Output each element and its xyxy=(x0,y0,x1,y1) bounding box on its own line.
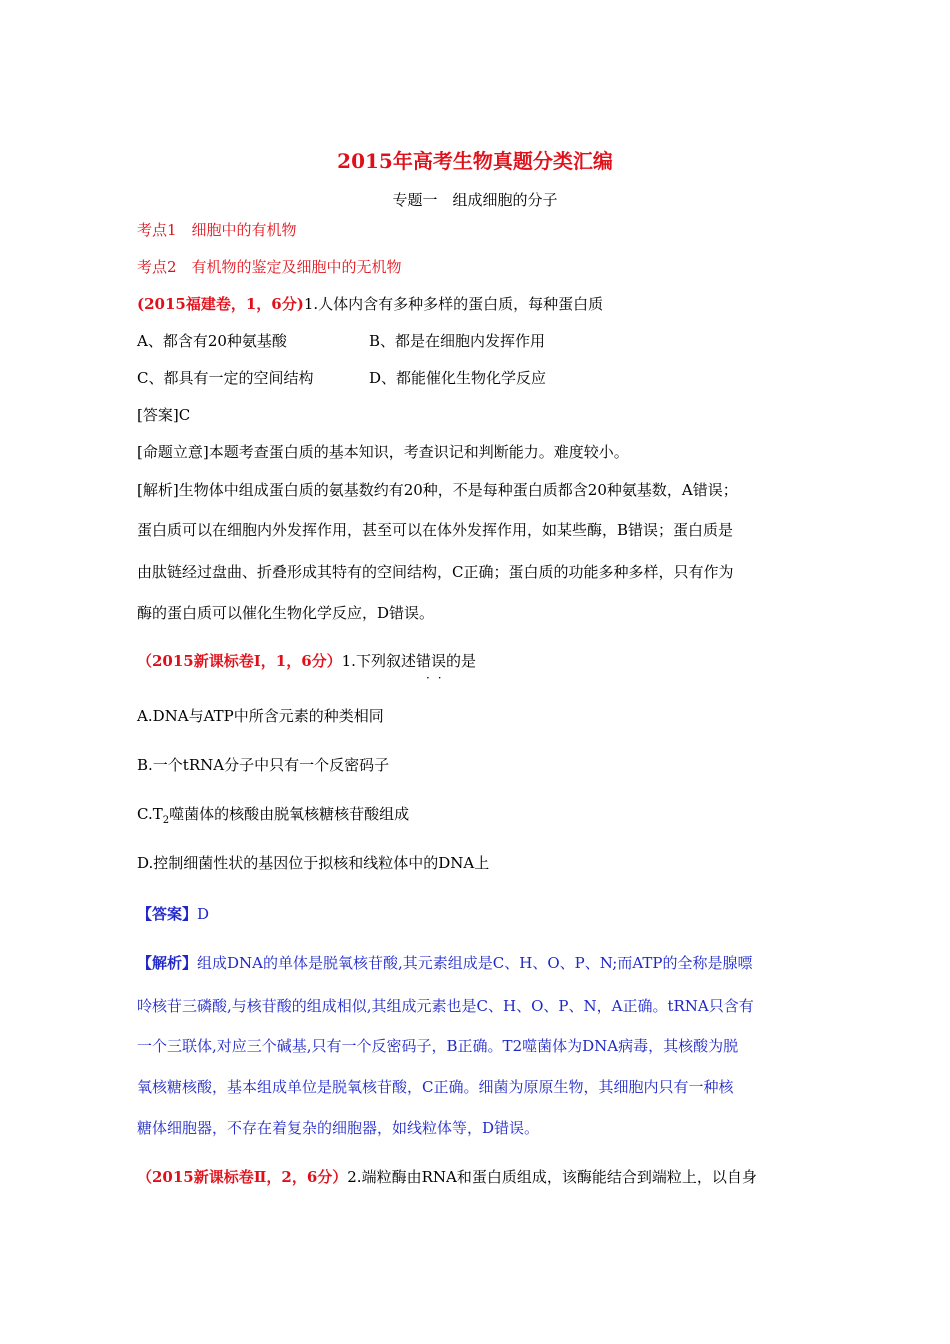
question-1-options-row-2 xyxy=(137,368,547,388)
question-2-analysis-label: 【解析】 xyxy=(137,954,198,972)
question-2-source: （2015新课标卷Ⅰ，1，6分） xyxy=(137,652,342,670)
question-1-options-row-1 xyxy=(137,331,546,351)
question-2-analysis-text: 组成DNA的单体是脱氧核苷酸,其元素组成是C、H、O、P、N;而ATP的全称是腺嘌 xyxy=(197,954,753,972)
page-title: 2015年高考生物真题分类汇编 xyxy=(337,149,613,173)
question-2-option-c-subscript: 2 xyxy=(162,815,170,826)
question-1-option-b: B、都是在细胞内发挥作用 xyxy=(369,332,546,350)
question-2-option-c xyxy=(137,804,409,831)
question-2-stem xyxy=(137,651,476,685)
question-2-option-a: A.DNA与ATP中所含元素的种类相同 xyxy=(137,707,384,725)
question-1-text: 1.人体内含有多种多样的蛋白质，每种蛋白质 xyxy=(303,295,604,313)
question-2-analysis-line: 糖体细胞器，不存在着复杂的细胞器，如线粒体等，D错误。 xyxy=(137,1119,540,1137)
question-1-analysis-line: 蛋白质可以在细胞内外发挥作用，甚至可以在体外发挥作用，如某些酶，B错误；蛋白质是 xyxy=(137,521,734,539)
question-2-analysis-line xyxy=(137,953,752,973)
question-3-source: （2015新课标卷Ⅱ，2，6分） xyxy=(137,1168,348,1186)
question-2-analysis-line: 氧核糖核酸，基本组成单位是脱氧核苷酸，C正确。细菌为原原生物，其细胞内只有一种核 xyxy=(137,1078,734,1096)
emphasis-dots: ·· xyxy=(425,671,450,685)
question-1-source: (2015福建卷，1，6分) xyxy=(137,295,304,313)
question-1-option-d: D、都能催化生物化学反应 xyxy=(369,369,547,387)
question-1-analysis-line: 酶的蛋白质可以催化生物化学反应，D错误。 xyxy=(137,604,435,622)
section-heading-2: 考点2 有机物的鉴定及细胞中的无机物 xyxy=(137,258,402,276)
question-2-text-before: 1.下列叙述 xyxy=(341,652,416,670)
question-2-emphasis xyxy=(415,652,450,685)
question-2-answer-value: D xyxy=(197,905,210,923)
question-3-stem xyxy=(137,1167,757,1187)
question-3-text: 2.端粒酶由RNA和蛋白质组成，该酶能结合到端粒上，以自身 xyxy=(347,1168,757,1186)
question-2-option-d: D.控制细菌性状的基因位于拟核和线粒体中的DNA上 xyxy=(137,854,490,872)
question-2-emphasis-text: 错误 xyxy=(415,652,446,670)
question-2-answer-label: 【答案】 xyxy=(137,905,198,923)
question-1-option-a: A、都含有20种氨基酸 xyxy=(137,332,287,350)
question-2-option-c-prefix: C.T xyxy=(137,805,163,823)
question-1-option-c: C、都具有一定的空间结构 xyxy=(137,369,314,387)
question-2-text-after: 的是 xyxy=(445,652,476,670)
question-1-analysis-line: 由肽链经过盘曲、折叠形成其特有的空间结构，C正确；蛋白质的功能多种多样，只有作为 xyxy=(137,563,734,581)
question-1-stem xyxy=(137,294,603,314)
question-1-intent: [命题立意]本题考查蛋白质的基本知识，考查识记和判断能力。难度较小。 xyxy=(137,443,629,461)
section-heading-1: 考点1 细胞中的有机物 xyxy=(137,221,297,239)
question-2-analysis-line: 呤核苷三磷酸,与核苷酸的组成相似,其组成元素也是C、H、O、P、N，A正确。tRNA只含有 xyxy=(137,997,754,1015)
question-1-analysis-line: [解析]生物体中组成蛋白质的氨基数约有20种，不是每种蛋白质都含20种氨基数，A错误； xyxy=(137,481,738,499)
question-2-option-b: B.一个tRNA分子中只有一个反密码子 xyxy=(137,756,390,774)
question-2-answer xyxy=(137,904,209,924)
question-1-answer: [答案]C xyxy=(137,406,191,424)
question-2-option-c-text: 噬菌体的核酸由脱氧核糖核苷酸组成 xyxy=(169,805,410,823)
page-subtitle: 专题一 组成细胞的分子 xyxy=(392,191,558,209)
question-2-analysis-line: 一个三联体,对应三个碱基,只有一个反密码子，B正确。T2噬菌体为DNA病毒，其核酸为脱 xyxy=(137,1037,739,1055)
